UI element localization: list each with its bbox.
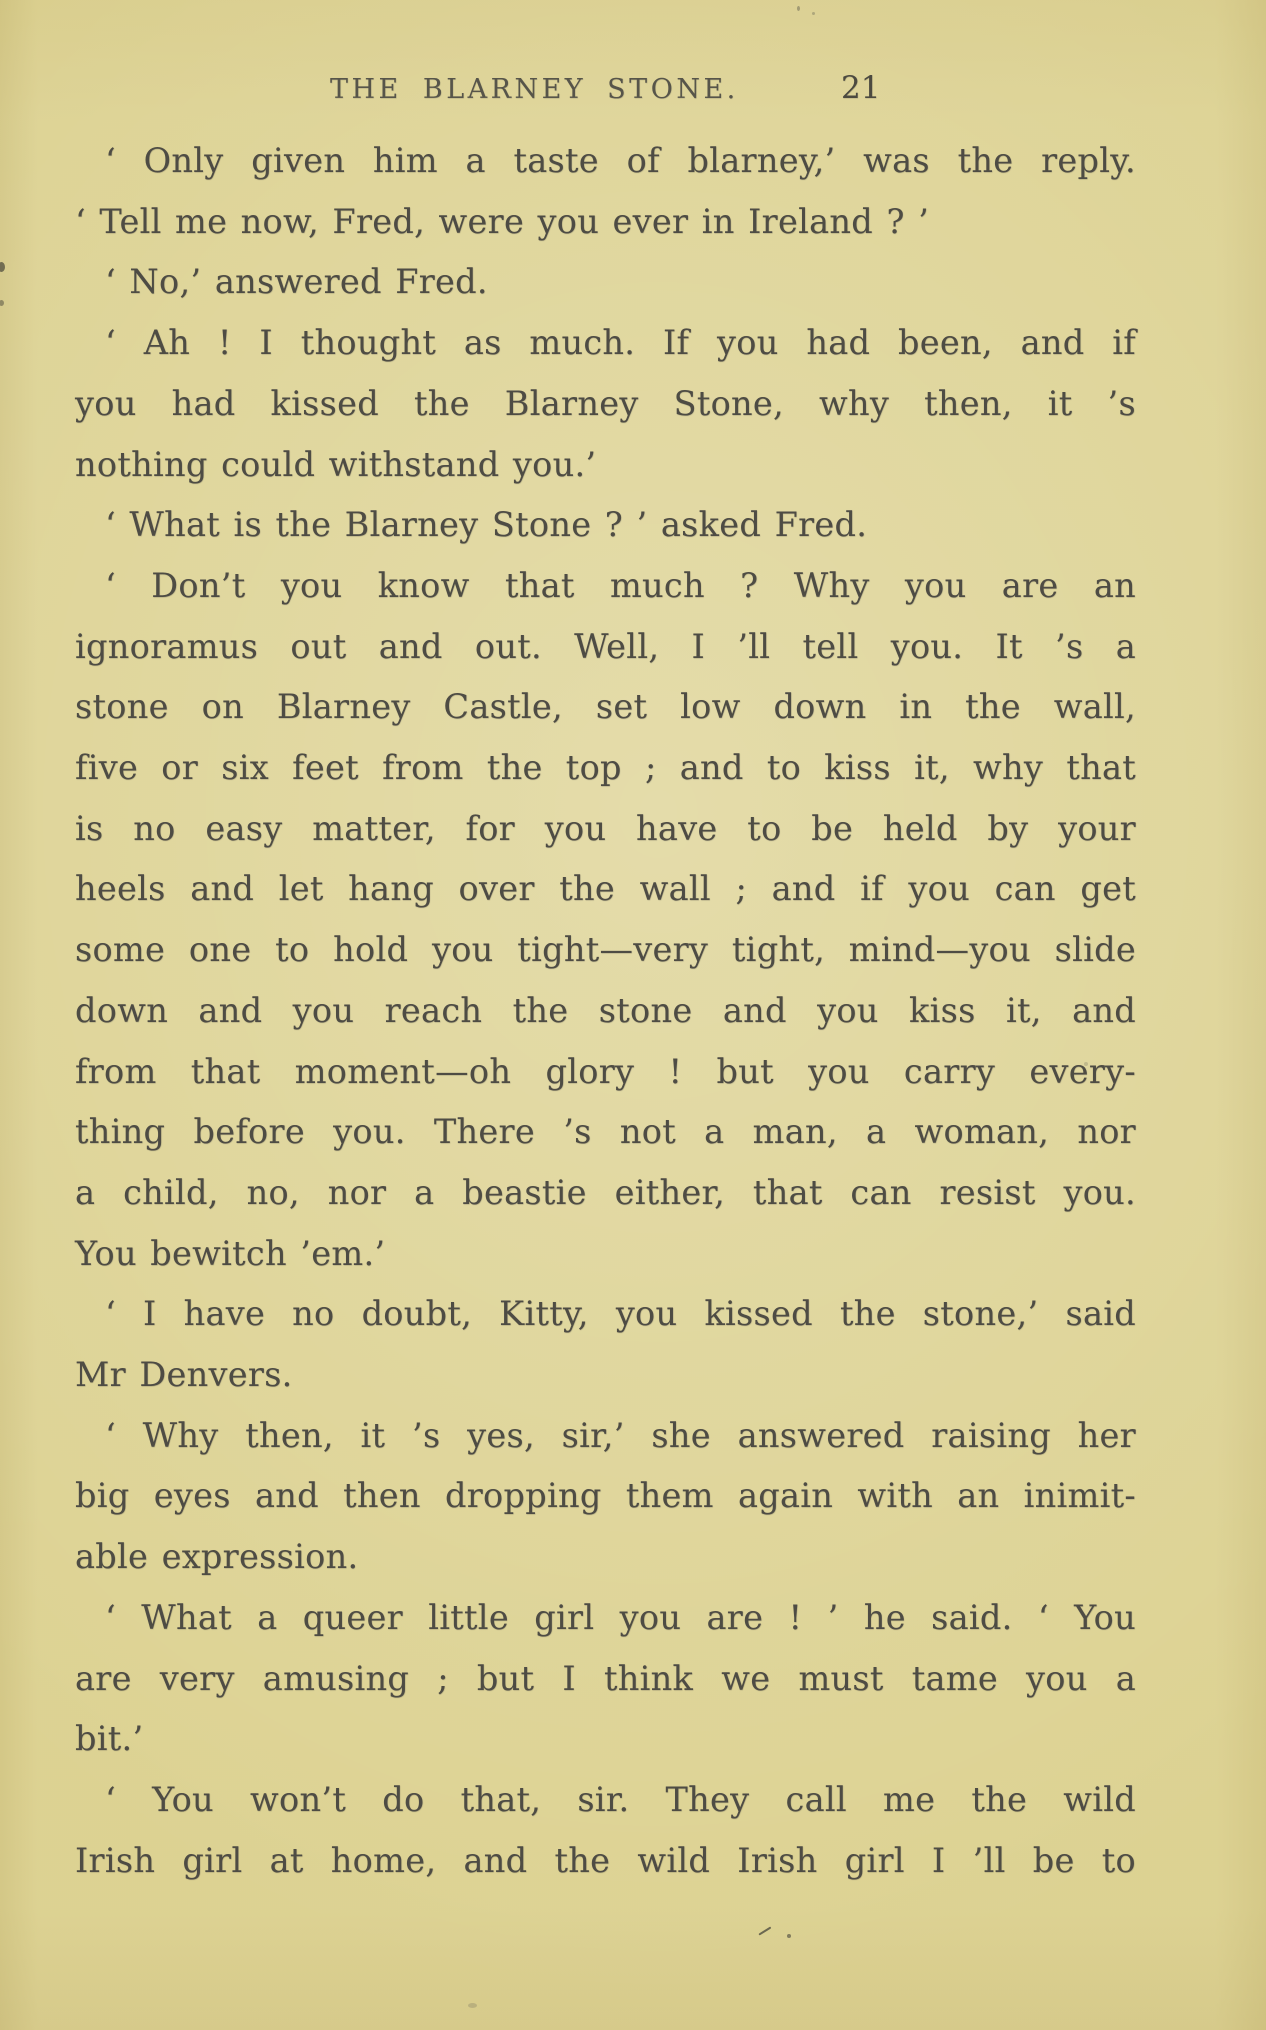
ink-smudge-mark — [758, 1922, 808, 1946]
text-line: ‘ Only given him a taste of blarney,’ was the reply. — [105, 141, 1136, 180]
text-line: ‘ Ah ! I thought as much. If you had been, and if — [105, 323, 1136, 363]
text-line: a child, no, nor a beastie either, that can resist you. — [75, 1172, 1136, 1212]
text-line: able expression. — [75, 1537, 359, 1577]
chapter-title: THE BLARNEY STONE. — [330, 74, 739, 105]
text-line: bit.’ — [75, 1719, 144, 1759]
text-line: You bewitch ’em.’ — [75, 1233, 386, 1273]
text-line: big eyes and then dropping them again with an inimit- — [75, 1476, 1136, 1516]
paper-speck — [797, 6, 800, 11]
text-line: you had kissed the Blarney Stone, why then, it ’s — [75, 383, 1136, 423]
page-number: 21 — [841, 70, 881, 106]
paper-speck — [0, 300, 4, 306]
text-line: ‘ No,’ answered Fred. — [105, 262, 488, 302]
text-line: ‘ Why then, it ’s yes, sir,’ she answered raising her — [105, 1415, 1136, 1455]
paper-speck — [0, 262, 5, 272]
ink-tick — [758, 1926, 771, 1935]
text-line: Irish girl at home, and the wild Irish girl I ’ll be to — [75, 1840, 1136, 1880]
paper-speck — [812, 12, 815, 15]
paper-speck — [1084, 1062, 1088, 1066]
text-line: ‘ What is the Blarney Stone ? ’ asked Fred. — [105, 505, 868, 545]
text-line: ‘ I have no doubt, Kitty, you kissed the stone,’ said — [105, 1294, 1136, 1334]
text-line: ‘ What a queer little girl you are ! ’ he said. ‘ You — [105, 1597, 1136, 1637]
text-line: ‘ You won’t do that, sir. They call me the wild — [105, 1779, 1136, 1819]
text-line: Mr Denvers. — [75, 1355, 293, 1395]
text-line: down and you reach the stone and you kiss it, and — [75, 990, 1136, 1030]
text-line: thing before you. There ’s not a man, a woman, nor — [75, 1112, 1136, 1152]
text-line: ignoramus out and out. Well, I ’ll tell you. It ’s a — [75, 626, 1136, 666]
text-line: some one to hold you tight—very tight, mind—you slide — [75, 930, 1136, 970]
text-line: nothing could withstand you.’ — [75, 444, 597, 484]
text-line: stone on Blarney Castle, set low down in the wall, — [75, 687, 1136, 727]
text-line: from that moment—oh glory ! but you carry every- — [75, 1051, 1136, 1091]
paper-speck — [468, 2003, 477, 2008]
running-header — [0, 0, 1266, 120]
text-block — [75, 131, 1136, 1891]
text-line: heels and let hang over the wall ; and if you can get — [75, 869, 1136, 909]
text-line: five or six feet from the top ; and to kiss it, why that — [75, 748, 1136, 788]
ink-dot — [787, 1934, 791, 1938]
text-line: is no easy matter, for you have to be held by your — [75, 808, 1136, 848]
text-line: ‘ Tell me now, Fred, were you ever in Ireland ? ’ — [75, 201, 930, 241]
text-line: ‘ Don’t you know that much ? Why you are an — [105, 565, 1136, 605]
text-line: are very amusing ; but I think we must tame you a — [75, 1658, 1136, 1698]
